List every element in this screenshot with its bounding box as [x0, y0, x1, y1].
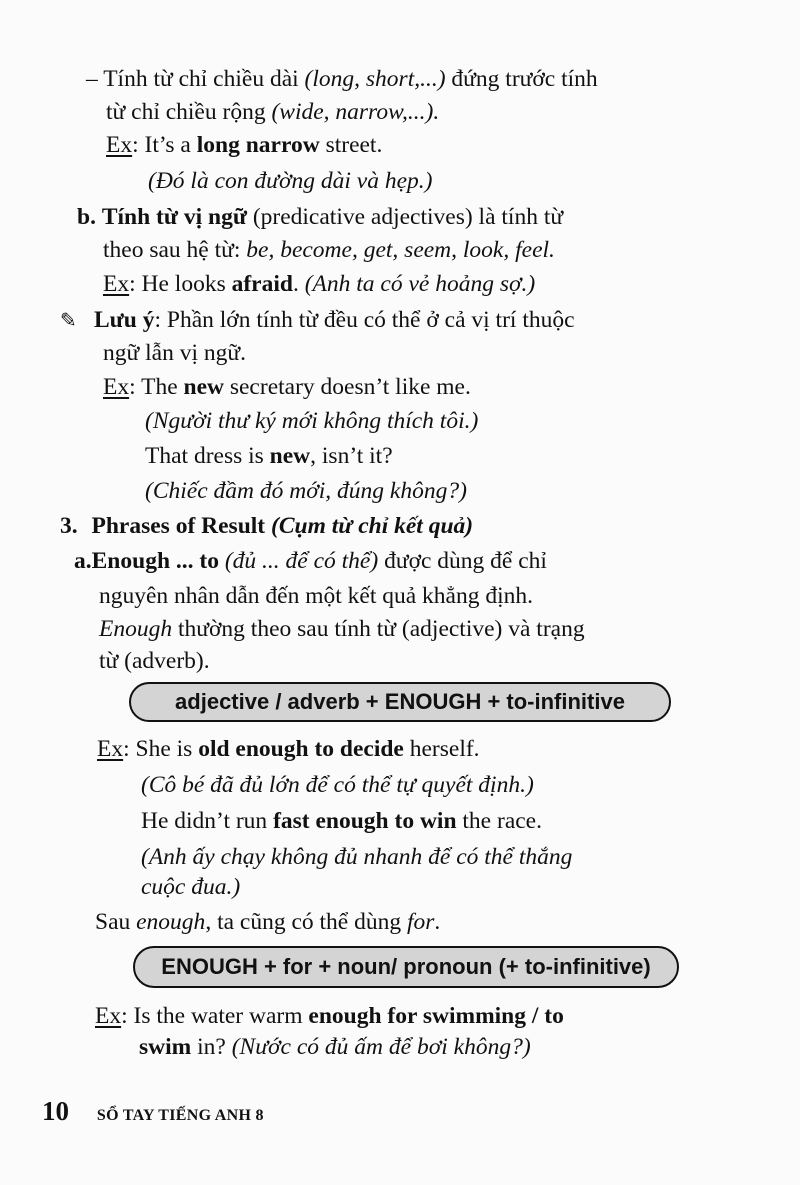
enough-for-note: Sau enough, ta cũng có thể dùng for.: [95, 909, 441, 935]
section-3-heading: 3. Phrases of Result (Cụm từ chỉ kết quả): [60, 513, 474, 539]
example-translation: (Chiếc đầm đó mới, đúng không?): [145, 478, 467, 504]
formula-box-2: ENOUGH + for + noun/ pronoun (+ to-infinitive): [133, 946, 679, 988]
ex-label: Ex: [103, 374, 130, 400]
section-a-line-2: nguyên nhân dẫn đến một kết quả khẳng định.: [99, 583, 534, 609]
ex-label: Ex: [95, 1003, 122, 1029]
ex-label: Ex: [106, 132, 133, 158]
section-a-line-3: Enough thường theo sau tính từ (adjective) và trạng: [99, 616, 585, 642]
example-translation: (Cô bé đã đủ lớn để có thể tự quyết định.): [141, 772, 534, 798]
example-translation: (Người thư ký mới không thích tôi.): [145, 408, 479, 434]
book-title: SỔ TAY TIẾNG ANH 8: [96, 1107, 264, 1124]
example-line: He didn’t run fast enough to win the race.: [141, 808, 542, 834]
example-line: Ex: Is the water warm enough for swimming / to: [95, 1003, 564, 1029]
page-footer: [42, 1098, 264, 1126]
example-line-2: swim in? (Nước có đủ ấm để bơi không?): [139, 1034, 531, 1060]
section-a-heading: a.Enough ... to (đủ ... để có thể) được dùng để chỉ: [74, 548, 547, 574]
ex-label: Ex: [97, 736, 124, 762]
rule-line-2: từ chỉ chiều rộng (wide, narrow,...).: [106, 99, 440, 125]
example-line: That dress is new, isn’t it?: [145, 443, 393, 469]
example-translation: (Anh ấy chạy không đủ nhanh để có thể thắng: [141, 844, 573, 870]
note-line-2: ngữ lẫn vị ngữ.: [103, 340, 246, 366]
section-a-line-4: từ (adverb).: [99, 648, 210, 674]
rule-length-before-width: – Tính từ chỉ chiều dài (long, short,...) đứng trước tính: [86, 66, 598, 92]
example-line: Ex: She is old enough to decide herself.: [97, 736, 480, 762]
example-line: Ex: The new secretary doesn’t like me.: [103, 374, 471, 400]
page-number: 10: [42, 1096, 69, 1126]
note-line: ✎ Lưu ý: Phần lớn tính từ đều có thể ở cả vị trí thuộc: [60, 307, 575, 333]
ex-label: Ex: [103, 271, 130, 297]
formula-box: adjective / adverb + ENOUGH + to-infinitive: [129, 682, 671, 722]
section-b-heading: b. Tính từ vị ngữ (predicative adjectives) là tính từ: [77, 204, 564, 230]
section-b-line-2: theo sau hệ từ: be, become, get, seem, look, feel.: [103, 237, 555, 263]
example-translation: (Đó là con đường dài và hẹp.): [148, 168, 433, 194]
example-line: Ex: It’s a long narrow street.: [106, 132, 383, 158]
pencil-icon: ✎: [60, 308, 77, 332]
example-translation-2: cuộc đua.): [141, 874, 241, 900]
example-line: Ex: He looks afraid. (Anh ta có vẻ hoảng sợ.): [103, 271, 536, 297]
